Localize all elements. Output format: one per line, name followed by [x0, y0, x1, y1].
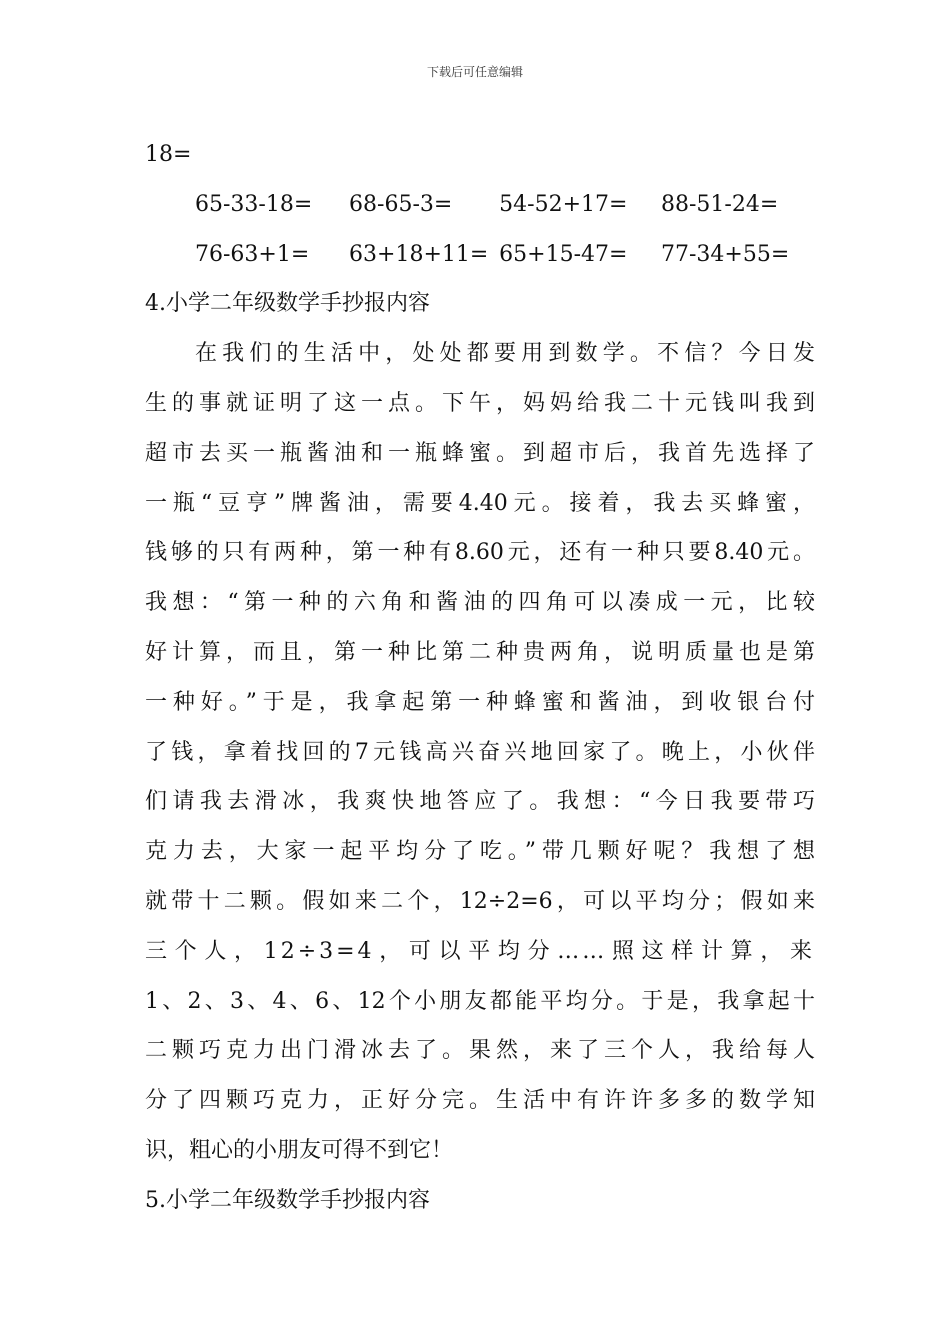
exercise-expression: 76-63+1= [195, 241, 310, 267]
exercise-expression: 63+18+11= [349, 241, 489, 267]
exercise-expression: 68-65-3= [349, 191, 453, 217]
exercise-expression: 77-34+55= [660, 241, 790, 267]
paragraph-line: 我想：“第一种的六角和酱油的四角可以凑成一元，比较 [145, 590, 815, 616]
document-body [145, 130, 815, 1226]
paragraph-line: 识，粗心的小朋友可得不到它！ [145, 1137, 454, 1163]
exercise-expression: 88-51-24= [660, 191, 779, 217]
paragraph-line: 分了四颗巧克力，正好分完。生活中有许许多多的数学知 [145, 1088, 815, 1114]
section-heading: 5.小学二年级数学手抄报内容 [145, 1187, 430, 1213]
section-heading: 4.小学二年级数学手抄报内容 [145, 291, 430, 317]
exercise-row [145, 180, 815, 230]
paragraph-line: 们请我去滑冰，我爽快地答应了。我想：“今日我要带巧 [145, 789, 815, 815]
paragraph-line: 生的事就证明了这一点。下午，妈妈给我二十元钱叫我到 [145, 390, 815, 416]
paragraph-line: 三个人，12÷3=4，可以平均分……照这样计算，来 [145, 938, 815, 964]
paragraph-line: 了钱，拿着找回的7元钱高兴奋兴地回家了。晚上，小伙伴 [145, 739, 815, 765]
paragraph-line: 超市去买一瓶酱油和一瓶蜂蜜。到超市后，我首先选择了 [145, 440, 815, 466]
page-header: 下载后可任意编辑 [426, 65, 523, 79]
previous-exercise-tail: 18= [145, 142, 192, 167]
paragraph-line: 二颗巧克力出门滑冰去了。果然，来了三个人，我给每人 [145, 1038, 815, 1064]
paragraph-line: 钱够的只有两种，第一种有8.60元，还有一种只要8.40元。 [145, 540, 815, 566]
exercise-expression: 65-33-18= [195, 191, 313, 217]
article-paragraph [145, 329, 815, 1176]
paragraph-line: 一种好。”于是，我拿起第一种蜂蜜和酱油，到收银台付 [145, 689, 815, 715]
exercise-expression: 65+15-47= [499, 241, 628, 267]
paragraph-line: 1、2、3、4、6、12个小朋友都能平均分。于是，我拿起十 [145, 988, 815, 1014]
paragraph-line: 好计算，而且，第一种比第二种贵两角，说明质量也是第 [145, 639, 815, 665]
paragraph-line: 克力去，大家一起平均分了吃。”带几颗好呢？我想了想 [145, 839, 815, 865]
paragraph-line: 就带十二颗。假如来二个，12÷2=6，可以平均分；假如来 [145, 888, 815, 914]
paragraph-line: 在我们的生活中，处处都要用到数学。不信？今日发 [195, 341, 815, 367]
exercise-row [145, 230, 815, 280]
paragraph-line: 一瓶“豆亨”牌酱油，需要4.40元。接着，我去买蜂蜜， [145, 490, 815, 516]
exercise-expression: 54-52+17= [499, 191, 628, 217]
